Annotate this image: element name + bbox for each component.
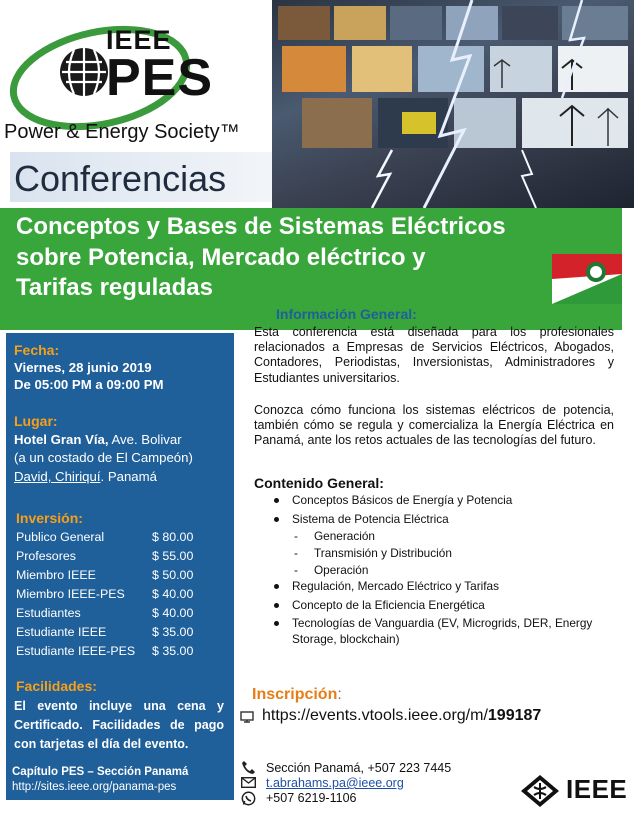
fecha-time: De 05:00 PM a 09:00 PM <box>14 377 164 392</box>
logo-society-text: Power & Energy Society™ <box>4 121 240 143</box>
lugar-city: David, Chiriquí <box>14 469 101 484</box>
lugar-country: . Panamá <box>100 469 157 484</box>
ieee-pes-logo <box>0 0 272 152</box>
content-subitem: Transmisión y Distribución <box>314 546 452 560</box>
facilidades-text: El evento incluye una cena y Certificado. Facilidades de pago con tarjetas el día del evento. <box>14 699 224 751</box>
inversion-label: Inversión: <box>16 510 83 526</box>
price-value: $ 35.00 <box>152 625 194 639</box>
registration-url-prefix[interactable]: https://events.vtools.ieee.org/m/ <box>262 707 488 724</box>
chiriqui-flag-icon <box>552 254 622 304</box>
logo-pes-text: PES <box>106 49 214 107</box>
content-item: Regulación, Mercado Eléctrico y Tarifas <box>292 579 499 593</box>
whatsapp-icon <box>241 791 256 806</box>
lugar-hotel: Hotel Gran Vía, <box>14 432 109 447</box>
inscripcion-colon: : <box>337 686 342 703</box>
dash-icon: - <box>294 529 298 543</box>
price-name: Miembro IEEE <box>16 568 96 582</box>
contenido-heading: Contenido General: <box>254 475 384 491</box>
content-item: Sistema de Potencia Eléctrica <box>292 512 449 526</box>
price-name: Profesores <box>16 549 76 563</box>
content-item: Concepto de la Eficiencia Energética <box>292 598 485 612</box>
email-icon <box>241 777 256 788</box>
lugar-address-line1 <box>14 432 182 447</box>
price-value: $ 35.00 <box>152 644 194 658</box>
dash-icon: - <box>294 546 298 560</box>
fecha-date: Viernes, 28 junio 2019 <box>14 360 152 375</box>
price-value: $ 80.00 <box>152 530 194 544</box>
logo-wordmark <box>106 25 214 107</box>
chapter-url[interactable]: http://sites.ieee.org/panama-pes <box>12 781 177 793</box>
content-subitem: Operación <box>314 563 369 577</box>
inscripcion-label: Inscripción <box>252 686 338 703</box>
conference-title-line2: sobre Potencia, Mercado eléctrico y <box>16 243 426 271</box>
price-value: $ 40.00 <box>152 587 194 601</box>
lugar-street: Ave. Bolivar <box>108 432 182 447</box>
price-value: $ 40.00 <box>152 606 194 620</box>
dash-icon: - <box>294 563 298 577</box>
conference-title-line1: Conceptos y Bases de Sistemas Eléctricos <box>16 213 506 240</box>
contact-email[interactable]: t.abrahams.pa@ieee.org <box>266 776 404 790</box>
content-subitem: Generación <box>314 529 375 543</box>
collage-illustration <box>272 0 634 208</box>
bullet-icon <box>274 498 279 503</box>
chapter-name: Capítulo PES – Sección Panamá <box>12 766 189 778</box>
conferencias-title: Conferencias <box>14 158 227 199</box>
price-value: $ 55.00 <box>152 549 194 563</box>
inscripcion-heading <box>252 686 342 704</box>
registration-url-id[interactable]: 199187 <box>487 707 542 724</box>
contact-whatsapp: +507 6219-1106 <box>266 791 357 805</box>
energy-photo-collage <box>272 0 634 208</box>
facilidades-label: Facilidades: <box>16 678 97 694</box>
bullet-icon <box>274 603 279 608</box>
price-name: Miembro IEEE-PES <box>16 587 125 601</box>
conferencias-title-box <box>10 152 272 202</box>
conference-title <box>16 212 616 304</box>
event-details-panel <box>6 333 234 800</box>
content-item: Tecnologías de Vanguardia (EV, Microgrids, DER, Energy <box>292 616 593 630</box>
logo-ieee-text: IEEE <box>106 25 172 55</box>
bullet-icon <box>274 621 279 626</box>
content-item-continued: Storage, blockchain) <box>292 632 400 646</box>
monitor-icon <box>240 711 254 723</box>
phone-icon <box>241 760 255 774</box>
bullet-icon <box>274 584 279 589</box>
ieee-diamond-icon <box>520 774 560 808</box>
fecha-label: Fecha: <box>14 342 60 358</box>
price-value: $ 50.00 <box>152 568 194 582</box>
price-name: Estudiante IEEE-PES <box>16 644 136 658</box>
lugar-city-line <box>14 469 157 484</box>
info-paragraph-1: Esta conferencia está diseñada para los profesionales relacionados a Empresas de Servicios Eléctricos, Abogados, Contadores, Periodistas, Inversionistas, Administradores y Estudiantes universitarios. <box>254 325 614 385</box>
price-name: Estudiante IEEE <box>16 625 107 639</box>
lugar-label: Lugar: <box>14 413 58 429</box>
price-name: Estudiantes <box>16 606 81 620</box>
ieee-footer-logo: IEEE <box>566 774 628 804</box>
info-general-heading: Información General: <box>276 306 417 322</box>
conference-title-line3: Tarifas reguladas <box>16 274 213 301</box>
price-name: Publico General <box>16 530 105 544</box>
bullet-icon <box>274 517 279 522</box>
contact-phone: Sección Panamá, +507 223 7445 <box>266 761 452 775</box>
lugar-address-line2: (a un costado de El Campeón) <box>14 450 193 465</box>
registration-url[interactable] <box>262 707 541 725</box>
info-paragraph-2: Conozca cómo funciona los sistemas eléctricos de potencia, también cómo se regula y comercializa la Energía Eléctrica en Panamá, ante los retos actuales de las tecnologías del futuro. <box>254 403 614 448</box>
content-item: Conceptos Básicos de Energía y Potencia <box>292 493 513 507</box>
